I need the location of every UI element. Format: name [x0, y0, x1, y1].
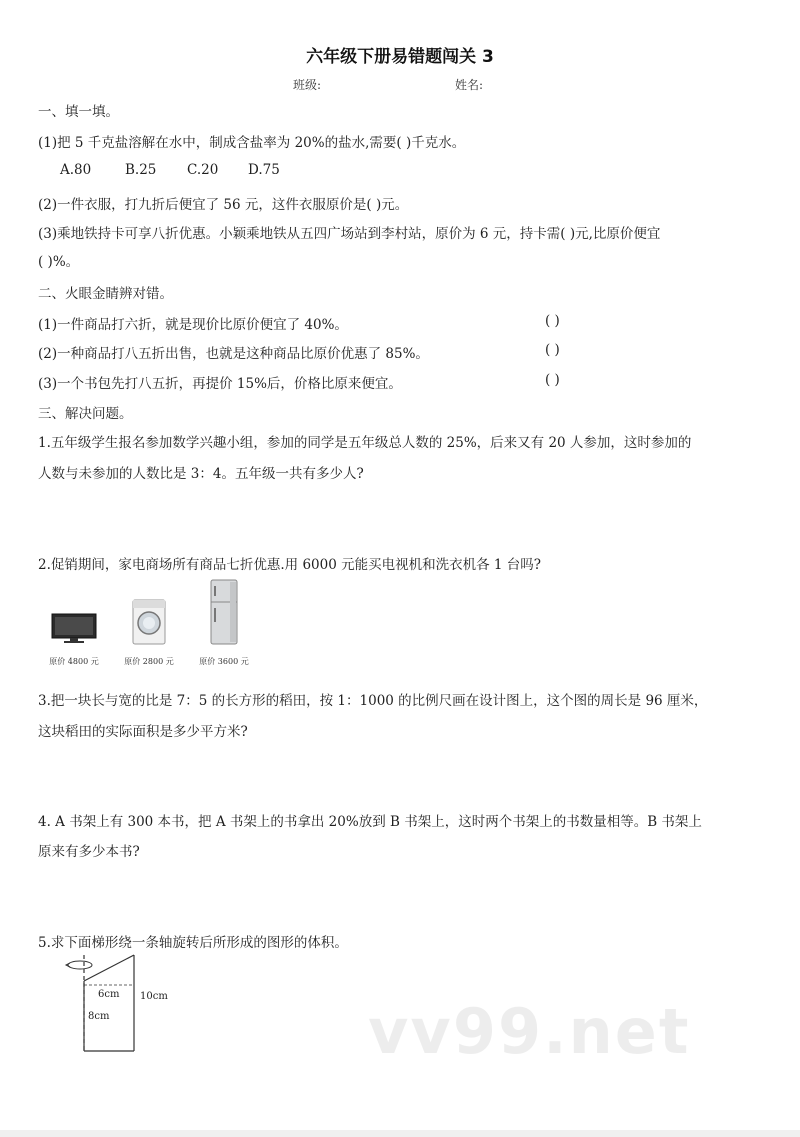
problem-3-cont: 这块稻田的实际面积是多少平方米?	[38, 724, 248, 740]
page-title: 六年级下册易错题闯关 3	[306, 47, 494, 67]
option-d: D.75	[248, 162, 280, 178]
section3-heading: 三、解决问题。	[38, 406, 133, 422]
problem-5: 5.求下面梯形绕一条轴旋转后所形成的图形的体积。	[38, 935, 348, 951]
section2-heading: 二、火眼金睛辨对错。	[38, 286, 173, 302]
judge-item-3: (3)一个书包先打八五折，再提价 15%后，价格比原来便宜。	[38, 376, 402, 392]
class-label: 班级:	[293, 78, 322, 92]
top-base-label: 6cm	[98, 989, 120, 1000]
fridge-price: 原价 3600 元	[199, 657, 249, 666]
judge-item-2: (2)一种商品打八五折出售，也就是这种商品比原价优惠了 85%。	[38, 346, 429, 362]
bottom-base-label: 8cm	[88, 1011, 110, 1022]
problem-1: 1.五年级学生报名参加数学兴趣小组，参加的同学是五年级总人数的 25%，后来又有 20 人参加，这时参加的	[38, 435, 692, 451]
question-1-1: (1)把 5 千克盐溶解在水中，制成含盐率为 20%的盐水,需要( )千克水。	[38, 135, 466, 151]
question-1-3-cont: ( )%。	[38, 254, 80, 270]
judge-bracket-2: ( )	[545, 342, 560, 358]
washing-machine-icon	[125, 578, 173, 648]
page-bottom-edge	[0, 1130, 800, 1137]
judge-bracket-3: ( )	[545, 372, 560, 388]
question-1-3: (3)乘地铁持卡可享八折优惠。小颖乘地铁从五四广场站到李村站，原价为 6 元，持卡需( )元,比原价便宜	[38, 226, 661, 242]
option-a: A.80	[60, 162, 92, 178]
refrigerator-icon	[200, 578, 248, 648]
trapezoid-diagram	[60, 953, 180, 1053]
tv-icon	[50, 578, 98, 648]
washer-price: 原价 2800 元	[124, 657, 174, 666]
problem-1-cont: 人数与未参加的人数比是 3：4。五年级一共有多少人?	[38, 466, 364, 482]
height-label: 10cm	[140, 991, 168, 1002]
washer-item	[113, 578, 185, 667]
problem-4: 4. A 书架上有 300 本书，把 A 书架上的书拿出 20%放到 B 书架上，这时两个书架上的书数量相等。B 书架上	[38, 814, 702, 830]
judge-bracket-1: ( )	[545, 313, 560, 329]
problem-2: 2.促销期间，家电商场所有商品七折优惠.用 6000 元能买电视机和洗衣机各 1 台吗?	[38, 557, 542, 573]
tv-item	[38, 578, 110, 667]
problem-4-cont: 原来有多少本书?	[38, 844, 140, 860]
question-1-2: (2)一件衣服，打九折后便宜了 56 元，这件衣服原价是( )元。	[38, 197, 409, 213]
section1-heading: 一、填一填。	[38, 104, 119, 120]
trapezoid-figure	[60, 953, 180, 1053]
option-c: C.20	[187, 162, 219, 178]
option-b: B.25	[125, 162, 157, 178]
watermark: vv99.net	[368, 995, 691, 1068]
tv-price: 原价 4800 元	[49, 657, 99, 666]
name-label: 姓名:	[455, 78, 484, 92]
problem-3: 3.把一块长与宽的比是 7：5 的长方形的稻田，按 1：1000 的比例尺画在设计图上，这个图的周长是 96 厘米，	[38, 693, 708, 709]
judge-item-1: (1)一件商品打六折，就是现价比原价便宜了 40%。	[38, 317, 348, 333]
fridge-item	[188, 578, 260, 667]
